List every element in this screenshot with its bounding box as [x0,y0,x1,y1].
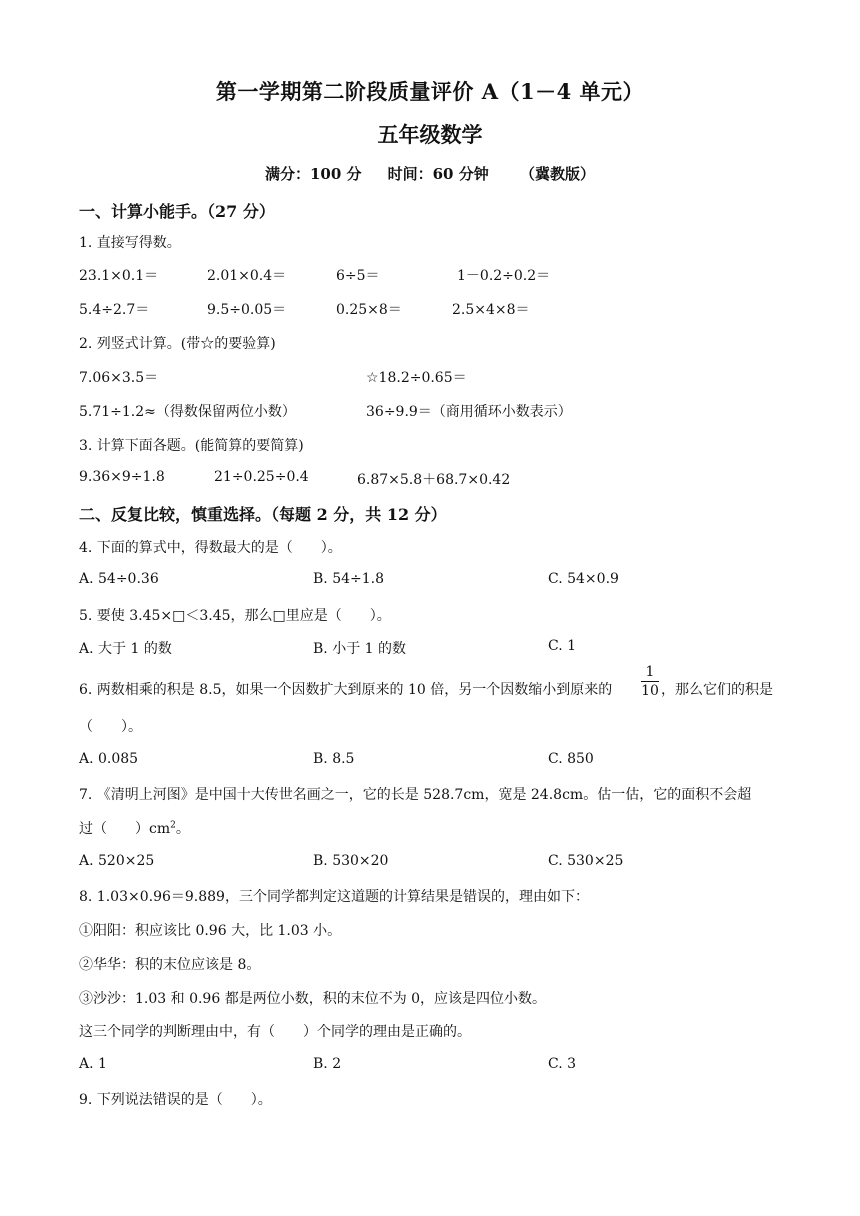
q6-option-b: B. 8.5 [313,751,355,767]
q2-r1-c2: ☆18.2÷0.65＝ [366,370,467,386]
q7-option-b: B. 530×20 [313,853,389,869]
fraction-bar [641,681,659,682]
q6-fraction [640,664,660,699]
q9-stem: 9. 下列说法错误的是（ ）。 [79,1092,272,1108]
q6-option-a: A. 0.085 [79,751,139,767]
q8-reason-3: ③沙沙：1.03 和 0.96 都是两位小数，积的末位不为 0，应该是四位小数。 [79,991,547,1007]
q8-reason-2: ②华华：积的末位应该是 8。 [79,957,261,973]
q2-r2-c1: 5.71÷1.2≈（得数保留两位小数） [79,404,296,420]
fraction-numerator: 1 [645,664,655,680]
q6-option-c: C. 850 [548,751,594,767]
q5-option-c: C. 1 [548,638,577,654]
q7-stem-a: 7. 《清明上河图》是中国十大传世名画之一，它的长是 528.7cm，宽是 24.8cm。估一估，它的面积不会超 [79,787,752,803]
q6-stem-b: ，那么它们的积是 [661,682,773,698]
q1-r1-c4: 1－0.2÷0.2＝ [457,268,551,284]
q7-stem-b [79,818,190,838]
q3-r1-c3: 6.87×5.8＋68.7×0.42 [357,472,511,488]
fraction-denominator: 10 [641,683,659,699]
q4-option-b: B. 54÷1.8 [313,571,384,587]
q6-stem-a: 6. 两数相乘的积是 8.5，如果一个因数扩大到原来的 10 倍，另一个因数缩小到原来的 [79,682,613,698]
q8-option-c: C. 3 [548,1056,577,1072]
section-2-title: 二、反复比较，慎重选择。（每题 2 分，共 12 分） [79,505,447,524]
q7-stem-end: 。 [175,821,190,837]
q8-stem: 8. 1.03×0.96＝9.889，三个同学都判定这道题的计算结果是错误的，理由如下： [79,889,589,905]
q8-ask: 这三个同学的判断理由中，有（ ）个同学的理由是正确的。 [79,1024,471,1040]
q3-r1-c1: 9.36×9÷1.8 [79,469,165,485]
page-title: 第一学期第二阶段质量评价 A（1－4 单元） [215,79,645,104]
q3-r1-c2: 21÷0.25÷0.4 [214,469,309,485]
q6-stem-c: （ ）。 [79,719,142,735]
q2-r1-c1: 7.06×3.5＝ [79,370,159,386]
q8-option-b: B. 2 [313,1056,342,1072]
q1-r2-c1: 5.4÷2.7＝ [79,302,150,318]
q1-r2-c3: 0.25×8＝ [336,302,402,318]
q7-option-c: C. 530×25 [548,853,624,869]
q7-option-a: A. 520×25 [79,853,155,869]
q1-r1-c3: 6÷5＝ [336,268,380,284]
q7-superscript: 2 [170,820,176,831]
q1-r2-c4: 2.5×4×8＝ [452,302,530,318]
section-1-title: 一、计算小能手。（27 分） [79,202,275,221]
q5-option-a: A. 大于 1 的数 [79,641,172,657]
q4-option-c: C. 54×0.9 [548,571,619,587]
q1-r2-c2: 9.5÷0.05＝ [207,302,287,318]
q8-reason-1: ①阳阳：积应该比 0.96 大，比 1.03 小。 [79,923,342,939]
q2-label: 2. 列竖式计算。(带☆的要验算) [79,336,276,352]
q4-option-a: A. 54÷0.36 [79,571,159,587]
q1-label: 1. 直接写得数。 [79,235,181,251]
q4-stem: 4. 下面的算式中，得数最大的是（ ）。 [79,540,342,556]
q2-r2-c2: 36÷9.9＝（商用循环小数表示） [366,404,572,420]
q1-r1-c2: 2.01×0.4＝ [207,268,287,284]
q5-stem: 5. 要使 3.45×□＜3.45，那么□里应是（ ）。 [79,608,391,624]
q8-option-a: A. 1 [79,1056,107,1072]
q3-label: 3. 计算下面各题。(能简算的要简算) [79,438,304,454]
q7-stem-b-text: 过（ ）cm [79,821,171,837]
page-subtitle: 五年级数学 [377,122,483,147]
q1-r1-c1: 23.1×0.1＝ [79,268,159,284]
exam-meta: 满分：100 分 时间：60 分钟 （冀教版） [264,165,596,183]
q5-option-b: B. 小于 1 的数 [313,641,406,657]
